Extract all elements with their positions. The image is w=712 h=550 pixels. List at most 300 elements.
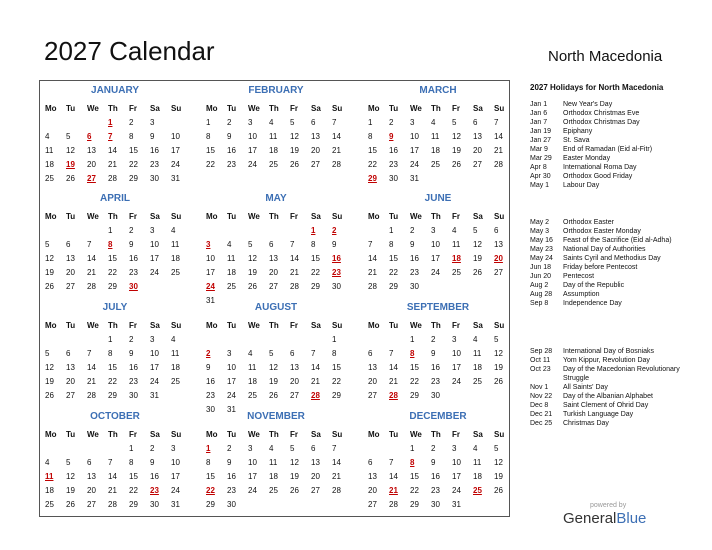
weekday-header: Th	[431, 104, 441, 113]
day-cell: 26	[66, 500, 75, 509]
day-cell: 14	[389, 363, 398, 372]
week-row	[206, 470, 353, 484]
day-cell: 17	[248, 146, 257, 155]
day-cell: 24	[227, 391, 236, 400]
holiday-row	[530, 109, 680, 118]
weekday-header: Mo	[45, 104, 57, 113]
day-cell: 21	[311, 377, 320, 386]
day-cell: 20	[368, 377, 377, 386]
weekday-header: Tu	[66, 321, 76, 330]
holiday-name: Labour Day	[563, 182, 600, 189]
day-cell: 9	[431, 349, 436, 358]
weekday-header: Th	[108, 104, 118, 113]
holiday-name: Pentecost	[563, 273, 595, 280]
week-row	[206, 498, 353, 512]
day-cell	[389, 333, 410, 347]
day-cell: 19	[66, 486, 75, 495]
day-cell: 25	[171, 268, 180, 277]
holiday-date: Sep 8	[530, 300, 549, 307]
day-cell: 6	[368, 349, 373, 358]
day-cell: 19	[494, 363, 503, 372]
holiday-group	[530, 218, 680, 308]
week-row	[45, 266, 192, 280]
day-cell: 16	[227, 472, 236, 481]
week-row	[368, 442, 515, 456]
day-cell	[473, 389, 494, 403]
day-cell	[290, 498, 311, 512]
day-cell: 31	[171, 174, 180, 183]
day-cell: 24	[248, 486, 257, 495]
day-cell: 15	[206, 146, 215, 155]
day-cell: 16	[206, 377, 215, 386]
day-cell	[66, 116, 87, 130]
holiday-date: Jun 18	[530, 264, 552, 271]
week-row	[206, 389, 353, 403]
day-cell: 8	[206, 458, 211, 467]
day-cell: 20	[269, 268, 278, 277]
day-cell: 26	[269, 391, 278, 400]
day-cell: 20	[87, 486, 96, 495]
day-cell: 21	[87, 377, 96, 386]
day-cell: 17	[227, 377, 236, 386]
day-cell	[473, 280, 494, 294]
day-cell	[248, 224, 269, 238]
month-name: APRIL	[100, 193, 130, 204]
week-row	[206, 238, 353, 252]
day-cell: 31	[206, 296, 215, 305]
day-cell: 30	[150, 500, 159, 509]
day-cell: 3	[248, 118, 253, 127]
day-cell: 15	[108, 254, 117, 263]
day-cell: 8	[311, 240, 316, 249]
week-row	[45, 116, 192, 130]
day-cell: 4	[171, 226, 176, 235]
weekday-header: Sa	[473, 321, 483, 330]
day-cell: 4	[171, 335, 176, 344]
day-cell: 5	[248, 240, 253, 249]
day-cell: 6	[368, 458, 373, 467]
day-cell: 23	[389, 160, 398, 169]
day-cell: 27	[311, 486, 320, 495]
day-cell: 18	[45, 486, 54, 495]
day-cell: 29	[311, 282, 320, 291]
day-cell: 11	[248, 363, 257, 372]
day-cell: 28	[87, 391, 96, 400]
day-cell: 17	[248, 472, 257, 481]
day-cell: 6	[290, 349, 295, 358]
day-cell: 17	[452, 363, 461, 372]
holiday-row	[530, 254, 680, 263]
week-row	[45, 252, 192, 266]
day-cell: 7	[290, 240, 295, 249]
day-cell: 22	[129, 486, 138, 495]
holiday-name: Saint Clement of Ohrid Day	[563, 402, 649, 409]
day-cell	[87, 224, 108, 238]
holiday-date: Apr 30	[530, 173, 551, 180]
weekday-header: Fr	[129, 321, 137, 330]
week-row	[368, 116, 515, 130]
week-row	[206, 484, 353, 498]
day-cell: 14	[311, 363, 320, 372]
holiday-day: 2	[206, 349, 211, 358]
day-cell: 30	[389, 174, 398, 183]
day-cell: 22	[129, 160, 138, 169]
day-cell: 13	[87, 146, 96, 155]
weekday-header: Mo	[206, 321, 218, 330]
holiday-date: Oct 23	[530, 366, 551, 373]
day-cell: 16	[129, 363, 138, 372]
holiday-date: Dec 21	[530, 411, 553, 418]
weekday-header: Su	[332, 430, 343, 439]
day-cell: 6	[311, 118, 316, 127]
weekday-header: Tu	[227, 430, 237, 439]
day-cell: 15	[410, 472, 419, 481]
holiday-date: Aug 2	[530, 282, 549, 289]
holiday-row	[530, 100, 680, 109]
day-cell: 30	[227, 500, 236, 509]
holiday-date: May 16	[530, 237, 553, 244]
holiday-day: 3	[206, 240, 211, 249]
holiday-day: 19	[66, 160, 75, 169]
generalblue-logo	[563, 510, 646, 527]
weekday-header: Mo	[206, 104, 218, 113]
day-cell: 21	[290, 268, 299, 277]
day-cell: 5	[452, 118, 457, 127]
day-cell: 5	[494, 444, 499, 453]
weekday-header: Th	[431, 212, 441, 221]
day-cell: 30	[332, 282, 341, 291]
day-cell	[368, 224, 389, 238]
day-cell: 2	[129, 335, 134, 344]
day-cell: 4	[473, 444, 478, 453]
day-cell: 24	[150, 377, 159, 386]
day-cell: 19	[45, 268, 54, 277]
holiday-date: Jan 6	[530, 110, 548, 117]
day-cell: 28	[368, 282, 377, 291]
weekday-header: Fr	[452, 430, 460, 439]
day-cell: 20	[66, 377, 75, 386]
holiday-row	[530, 227, 680, 236]
day-cell: 28	[87, 282, 96, 291]
day-cell: 12	[290, 458, 299, 467]
day-cell: 15	[129, 146, 138, 155]
day-cell: 6	[494, 226, 499, 235]
holiday-day: 28	[389, 391, 398, 400]
day-cell: 3	[431, 226, 436, 235]
week-row	[368, 158, 515, 172]
day-cell: 31	[410, 174, 419, 183]
holiday-name: Independence Day	[563, 300, 622, 307]
day-cell: 2	[150, 444, 155, 453]
holiday-row	[530, 401, 680, 410]
holiday-date: Jan 1	[530, 101, 548, 108]
weekday-header: Sa	[311, 212, 321, 221]
day-cell: 7	[108, 458, 113, 467]
week-row	[206, 224, 353, 238]
day-cell: 26	[494, 377, 503, 386]
day-cell	[248, 333, 269, 347]
day-cell: 3	[150, 226, 155, 235]
day-cell: 30	[129, 391, 138, 400]
week-row	[45, 375, 192, 389]
week-row	[206, 456, 353, 470]
day-cell	[494, 172, 515, 186]
holiday-name: End of Ramadan (Eid al-Fitr)	[563, 146, 653, 153]
month-name: MAY	[265, 193, 287, 204]
holiday-row	[530, 290, 680, 299]
week-row	[206, 347, 353, 361]
day-cell	[269, 224, 290, 238]
day-cell: 14	[332, 132, 341, 141]
day-cell	[269, 333, 290, 347]
day-cell: 21	[108, 160, 117, 169]
week-row	[206, 144, 353, 158]
day-cell: 16	[431, 472, 440, 481]
weekday-header: Fr	[452, 104, 460, 113]
day-cell: 7	[389, 458, 394, 467]
day-cell: 12	[45, 254, 54, 263]
day-cell: 3	[150, 335, 155, 344]
holiday-name: All Saints' Day	[563, 384, 608, 391]
day-cell: 13	[368, 363, 377, 372]
holiday-day: 8	[410, 458, 415, 467]
day-cell: 18	[45, 160, 54, 169]
holiday-date: Mar 29	[530, 155, 552, 162]
day-cell: 16	[150, 146, 159, 155]
holiday-day: 25	[473, 486, 482, 495]
holiday-day: 1	[206, 444, 211, 453]
holiday-name: International Roma Day	[563, 164, 637, 171]
week-row	[45, 389, 192, 403]
holiday-day: 16	[332, 254, 341, 263]
day-cell	[171, 116, 192, 130]
week-row	[45, 347, 192, 361]
day-cell: 9	[150, 458, 155, 467]
day-cell: 3	[171, 444, 176, 453]
day-cell: 9	[129, 349, 134, 358]
day-cell: 17	[452, 472, 461, 481]
day-cell	[269, 498, 290, 512]
weekday-header: Th	[108, 321, 118, 330]
holiday-name: Friday before Pentecost	[563, 264, 638, 271]
weekday-header: We	[87, 321, 99, 330]
day-cell	[66, 442, 87, 456]
holiday-day: 23	[332, 268, 341, 277]
day-cell: 14	[108, 146, 117, 155]
day-cell: 9	[129, 240, 134, 249]
brand-blue: Blue	[616, 510, 647, 527]
weekday-header: Su	[171, 212, 182, 221]
day-cell: 2	[389, 118, 394, 127]
day-cell: 6	[66, 349, 71, 358]
day-cell: 2	[431, 335, 436, 344]
day-cell: 1	[389, 226, 394, 235]
day-cell: 13	[269, 254, 278, 263]
weekday-header: Mo	[206, 212, 218, 221]
weekday-header: Mo	[368, 430, 380, 439]
day-cell: 17	[171, 472, 180, 481]
holiday-row	[530, 281, 680, 290]
day-cell: 11	[473, 458, 482, 467]
week-row	[45, 456, 192, 470]
day-cell: 8	[129, 132, 134, 141]
holiday-name: Orthodox Christmas Eve	[563, 110, 640, 117]
holiday-name: Day of the Republic	[563, 282, 625, 289]
holiday-row	[530, 172, 680, 181]
day-cell: 4	[227, 240, 232, 249]
day-cell: 22	[108, 268, 117, 277]
day-cell	[227, 224, 248, 238]
day-cell: 30	[150, 174, 159, 183]
day-cell: 9	[227, 458, 232, 467]
holiday-day: 24	[206, 282, 215, 291]
weekday-header: Fr	[129, 104, 137, 113]
holiday-date: May 3	[530, 228, 550, 235]
week-row	[368, 470, 515, 484]
week-row	[206, 158, 353, 172]
weekday-header: Tu	[66, 430, 76, 439]
day-cell: 16	[129, 254, 138, 263]
day-cell: 21	[494, 146, 503, 155]
day-cell: 10	[171, 458, 180, 467]
day-cell: 8	[368, 132, 373, 141]
holiday-date: Mar 9	[530, 146, 548, 153]
week-row	[368, 252, 515, 266]
day-cell	[473, 498, 494, 512]
day-cell: 27	[368, 500, 377, 509]
holiday-name: Christmas Day	[563, 420, 609, 427]
day-cell	[431, 280, 452, 294]
weekday-header: Tu	[389, 212, 399, 221]
day-cell: 3	[452, 335, 457, 344]
day-cell	[290, 224, 311, 238]
weekday-header: Sa	[150, 321, 160, 330]
month-name: SEPTEMBER	[406, 302, 470, 313]
week-row	[45, 442, 192, 456]
day-cell: 26	[45, 391, 54, 400]
week-row	[368, 266, 515, 280]
day-cell: 24	[248, 160, 257, 169]
week-row	[206, 130, 353, 144]
day-cell: 3	[452, 444, 457, 453]
day-cell: 10	[171, 132, 180, 141]
day-cell: 12	[473, 240, 482, 249]
day-cell	[45, 224, 66, 238]
day-cell: 11	[431, 132, 440, 141]
holiday-name: Feast of the Sacrifice (Eid al-Adha)	[563, 237, 672, 244]
day-cell: 24	[150, 268, 159, 277]
day-cell: 8	[389, 240, 394, 249]
day-cell: 19	[248, 268, 257, 277]
weekday-header: Su	[494, 212, 505, 221]
day-cell: 12	[269, 363, 278, 372]
weekday-header: We	[410, 430, 422, 439]
day-cell: 27	[368, 391, 377, 400]
day-cell: 23	[431, 486, 440, 495]
day-cell	[452, 172, 473, 186]
page-title: 2027 Calendar	[44, 36, 215, 66]
holiday-row	[530, 118, 680, 127]
holiday-name: Yom Kippur, Revolution Day	[563, 357, 650, 364]
day-cell: 16	[227, 146, 236, 155]
weekday-header: Tu	[66, 104, 76, 113]
day-cell: 19	[494, 472, 503, 481]
weekday-header: Su	[494, 104, 505, 113]
day-cell: 12	[290, 132, 299, 141]
week-row	[45, 130, 192, 144]
day-cell: 26	[290, 486, 299, 495]
day-cell: 4	[248, 349, 253, 358]
day-cell: 25	[45, 500, 54, 509]
holiday-date: Sep 28	[530, 348, 553, 355]
holiday-name: Orthodox Easter	[563, 219, 614, 226]
weekday-header: Sa	[150, 430, 160, 439]
day-cell: 12	[494, 349, 503, 358]
holiday-day: 27	[87, 174, 96, 183]
day-cell: 22	[410, 377, 419, 386]
day-cell: 17	[171, 146, 180, 155]
holiday-name: Day of the Macedonian Revolutionary Struggle	[563, 366, 680, 382]
weekday-header: Fr	[290, 104, 298, 113]
holiday-row	[530, 181, 680, 190]
weekday-header: Th	[431, 321, 441, 330]
weekday-header: Fr	[290, 430, 298, 439]
day-cell: 19	[290, 472, 299, 481]
week-row	[368, 389, 515, 403]
day-cell: 30	[431, 500, 440, 509]
day-cell: 19	[290, 146, 299, 155]
day-cell: 27	[87, 500, 96, 509]
weekday-header: Mo	[45, 430, 57, 439]
holiday-row	[530, 245, 680, 254]
day-cell: 10	[150, 240, 159, 249]
day-cell: 11	[473, 349, 482, 358]
week-row	[368, 484, 515, 498]
day-cell: 9	[332, 240, 337, 249]
holiday-day: 8	[108, 240, 113, 249]
holiday-day: 7	[108, 132, 113, 141]
day-cell: 14	[290, 254, 299, 263]
holiday-date: Oct 11	[530, 357, 551, 364]
day-cell: 13	[66, 363, 75, 372]
day-cell: 27	[311, 160, 320, 169]
day-cell: 3	[150, 118, 155, 127]
month-name: OCTOBER	[90, 411, 140, 422]
day-cell: 19	[269, 377, 278, 386]
day-cell	[206, 333, 227, 347]
day-cell: 26	[248, 282, 257, 291]
day-cell	[150, 280, 171, 294]
day-cell: 17	[206, 268, 215, 277]
day-cell: 25	[227, 282, 236, 291]
day-cell: 2	[410, 226, 415, 235]
day-cell: 5	[290, 444, 295, 453]
holiday-day: 29	[368, 174, 377, 183]
day-cell: 29	[332, 391, 341, 400]
weekday-header: We	[248, 321, 260, 330]
day-cell: 20	[368, 486, 377, 495]
day-cell: 25	[431, 160, 440, 169]
day-cell: 6	[66, 240, 71, 249]
holiday-day: 22	[206, 486, 215, 495]
holiday-date: May 1	[530, 182, 550, 189]
weekday-header: We	[410, 321, 422, 330]
day-cell: 11	[269, 458, 278, 467]
holiday-row	[530, 218, 680, 227]
week-row	[368, 144, 515, 158]
day-cell: 31	[227, 405, 236, 414]
holiday-row	[530, 356, 680, 365]
